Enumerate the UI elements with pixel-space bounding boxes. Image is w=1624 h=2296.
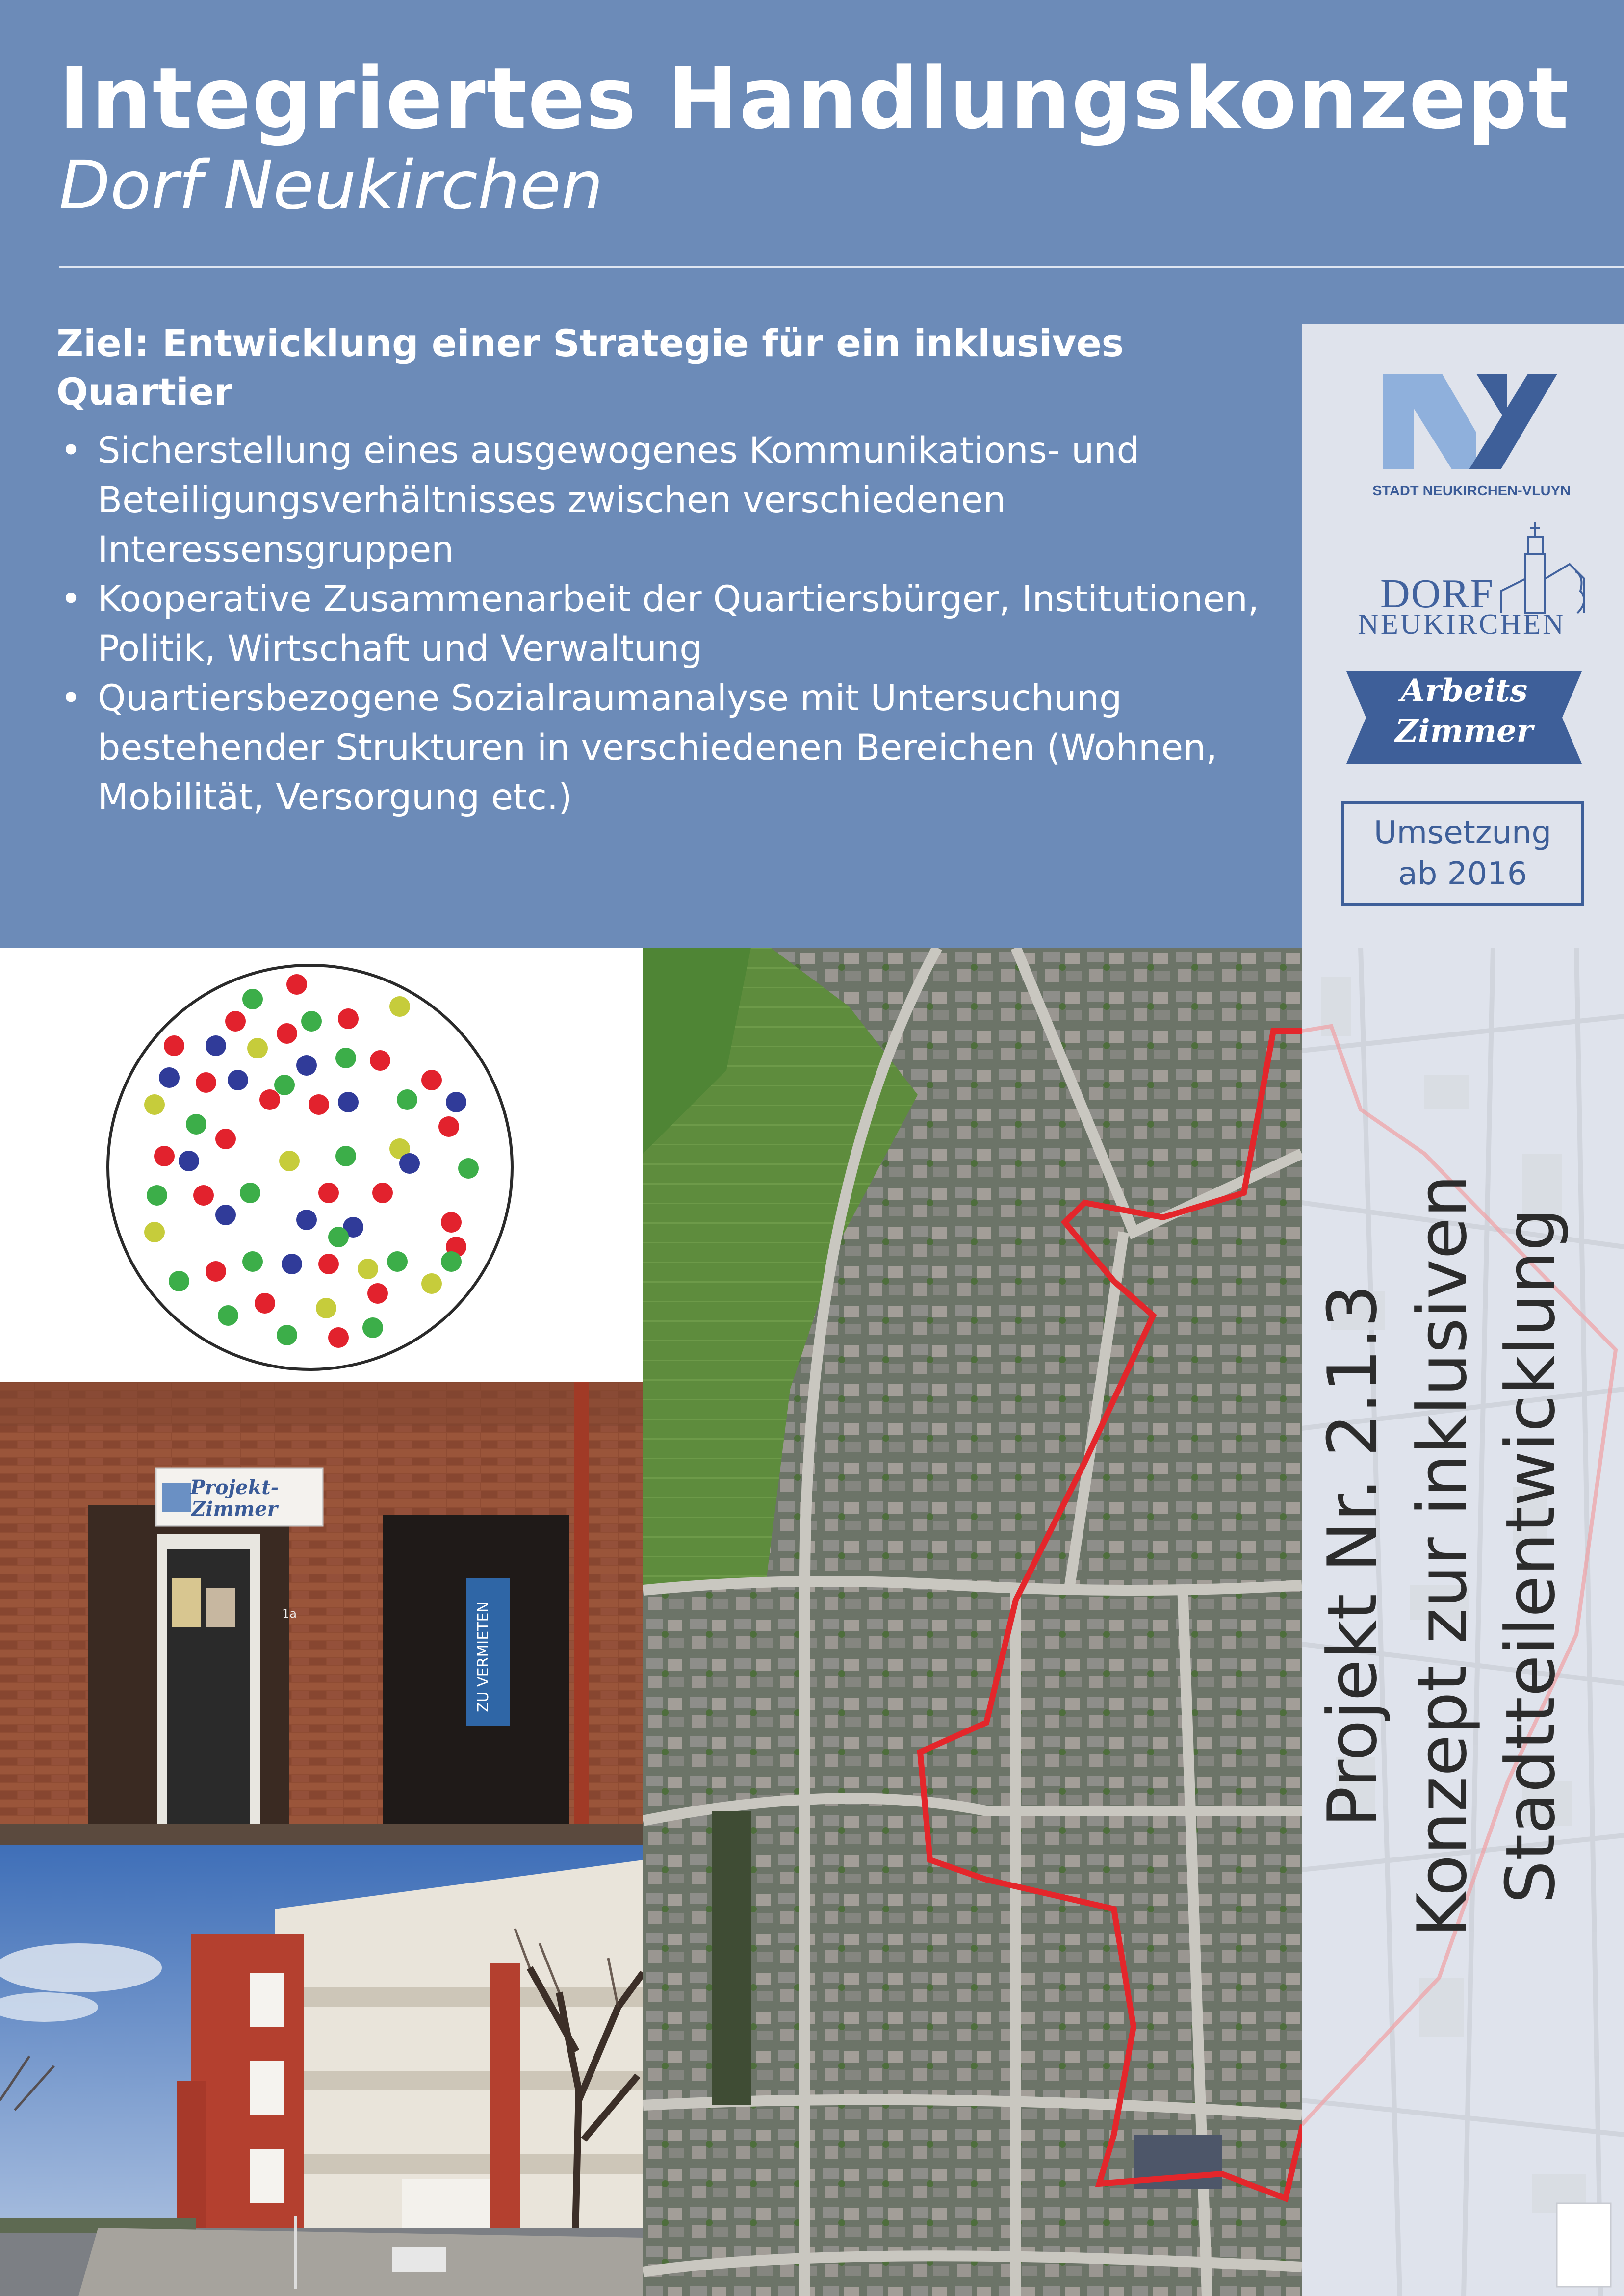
implementation-label: Umsetzung <box>1373 815 1552 851</box>
neukirchen-wordmark: NEUKIRCHEN <box>1358 608 1566 640</box>
inclusion-dots-illustration <box>0 948 643 1382</box>
colored-dot <box>144 1222 165 1242</box>
rental-poster-text: ZU VERMIETEN <box>475 1601 492 1712</box>
colored-dot <box>215 1129 236 1149</box>
project-development-line: Stadtteilentwicklung <box>1491 1208 1570 1904</box>
colored-dot <box>446 1092 466 1112</box>
colored-dot <box>169 1271 189 1291</box>
project-concept-line: Konzept zur inklusiven <box>1403 1174 1482 1937</box>
colored-dot <box>259 1089 280 1110</box>
colored-dot <box>159 1067 180 1088</box>
colored-dot <box>240 1183 260 1203</box>
colored-dot <box>247 1038 268 1058</box>
nv-logo-icon <box>1378 369 1560 501</box>
colored-dot <box>441 1251 462 1272</box>
house-number: 1a <box>282 1607 297 1621</box>
colored-dot <box>338 1092 359 1112</box>
colored-dot <box>147 1185 167 1206</box>
colored-dot <box>215 1205 236 1225</box>
colored-dot <box>164 1035 184 1056</box>
colored-dot <box>279 1151 300 1171</box>
colored-dot <box>318 1183 339 1203</box>
colored-dot <box>318 1254 339 1274</box>
colored-dot <box>362 1317 383 1338</box>
poster-subtitle: Dorf Neukirchen <box>59 147 603 225</box>
colored-dot <box>441 1212 462 1233</box>
colored-dot <box>277 1325 297 1345</box>
projektzimmer-entrance-photo <box>0 1382 643 1845</box>
implementation-year: ab 2016 <box>1398 856 1527 892</box>
goal-bullet-list <box>56 426 1278 822</box>
colored-dot <box>309 1094 329 1115</box>
colored-dot <box>438 1116 459 1137</box>
small-emblem <box>1557 2203 1611 2287</box>
colored-dot <box>387 1251 408 1272</box>
goal-heading: Ziel: Entwicklung einer Strategie für ein inklusives Quartier <box>56 321 1124 413</box>
colored-dot <box>282 1254 302 1274</box>
colored-dot <box>277 1023 297 1044</box>
colored-dot <box>255 1293 275 1314</box>
aerial-map-quarter <box>643 948 1302 2296</box>
colored-dot <box>286 974 307 995</box>
colored-dot <box>389 996 410 1017</box>
colored-dot <box>399 1153 420 1174</box>
colored-dot <box>301 1011 322 1032</box>
colored-dot <box>228 1070 248 1090</box>
goal-bullet-communication: • Sicherstellung eines ausgewogenes Kommunikations- und Beteiligungsverhältnisses zwischen verschiedenen Interessensgruppen <box>56 426 1278 574</box>
colored-dot <box>296 1055 317 1076</box>
header-divider <box>59 266 1624 268</box>
implementation-box <box>1341 801 1584 906</box>
colored-dot <box>242 989 263 1009</box>
entrance-photo-graphic <box>0 1382 643 1845</box>
project-number: Projekt Nr. 2.1.3 <box>1313 1284 1392 1828</box>
colored-dot <box>328 1227 349 1247</box>
colored-dot <box>370 1050 390 1071</box>
colored-dot <box>186 1114 206 1135</box>
colored-dot <box>218 1305 238 1326</box>
colored-dot <box>397 1089 417 1110</box>
colored-dot <box>144 1094 165 1115</box>
colored-dot <box>335 1146 356 1166</box>
colored-dot <box>458 1158 479 1179</box>
colored-dot <box>328 1327 349 1348</box>
dorf-wordmark: DORF <box>1380 571 1495 617</box>
colored-dot <box>372 1183 393 1203</box>
colored-dot <box>206 1261 226 1282</box>
colored-dot <box>193 1185 214 1206</box>
arbeitszimmer-logo-text <box>1366 671 1562 751</box>
colored-dot <box>335 1048 356 1068</box>
colored-dot <box>206 1035 226 1056</box>
sign-line-projekt: Projekt- <box>190 1476 279 1499</box>
colored-dot <box>338 1008 359 1029</box>
project-vertical-text <box>1295 1095 1624 2017</box>
goal-bullet-analysis: • Quartiersbezogene Sozialraumanalyse mit Untersuchung bestehender Strukturen in verschiedenen Bereichen (Wohnen, Mobilität, Versorgung etc.) <box>56 673 1278 822</box>
colored-dot <box>154 1146 175 1166</box>
colored-dot <box>274 1075 295 1095</box>
colored-dot <box>242 1251 263 1272</box>
goal-bullet-cooperation: • Kooperative Zusammenarbeit der Quartiersbürger, Institutionen, Politik, Wirtschaft und Verwaltung <box>56 574 1278 673</box>
nv-logo-caption: STADT NEUKIRCHEN-VLUYN <box>1372 483 1571 499</box>
colored-dot <box>367 1283 388 1304</box>
aerial-map-graphic <box>643 948 1302 2296</box>
sign-line-zimmer: Zimmer <box>191 1497 278 1521</box>
residential-building-photo <box>0 1845 643 2296</box>
colored-dot <box>421 1273 442 1294</box>
colored-dot <box>225 1011 246 1032</box>
colored-dot <box>179 1151 199 1171</box>
arbeits-line: Arbeits <box>1400 672 1528 709</box>
colored-dot <box>296 1210 317 1230</box>
dots-circle-graphic <box>0 948 643 1382</box>
zimmer-line: Zimmer <box>1395 713 1533 749</box>
building-photo-graphic <box>0 1845 643 2296</box>
colored-dot <box>358 1259 378 1279</box>
colored-dot <box>196 1072 216 1093</box>
colored-dot <box>421 1070 442 1090</box>
colored-dot <box>316 1298 336 1318</box>
poster-title: Integriertes Handlungskonzept <box>59 49 1570 148</box>
